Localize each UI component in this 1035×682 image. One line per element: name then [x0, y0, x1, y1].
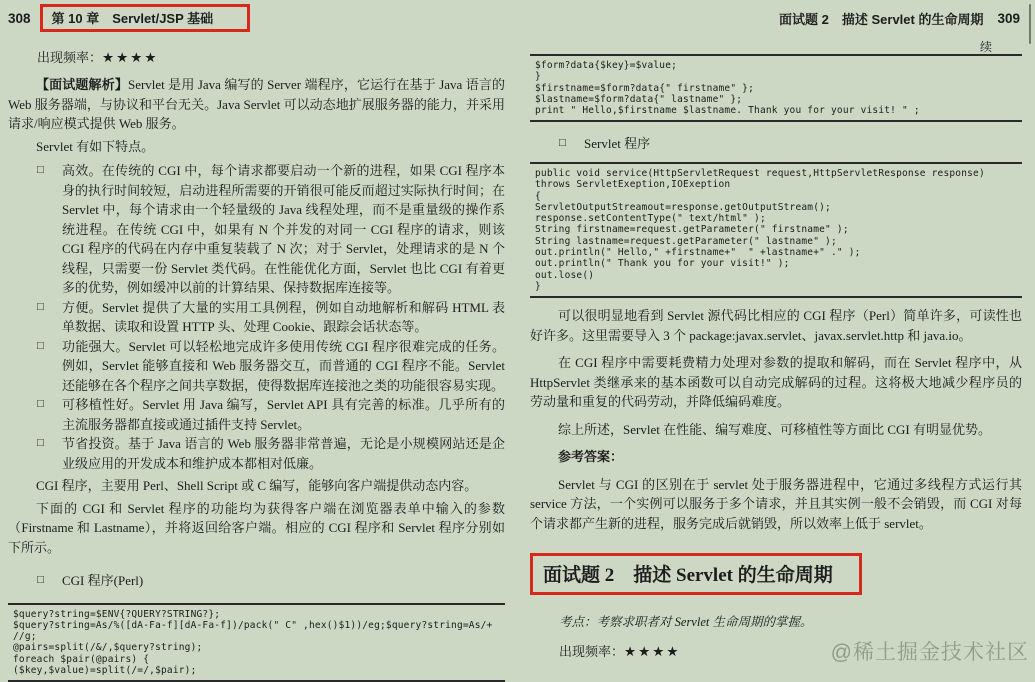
juejin-watermark: @稀土掘金技术社区 — [831, 636, 1029, 666]
frequency-line — [8, 47, 505, 66]
code-line: //g; — [13, 631, 503, 642]
code-line: } — [535, 71, 1020, 82]
frequency-label: 出现频率： — [37, 50, 102, 65]
right-page-header — [530, 6, 1022, 30]
chapter-title: 第 10 章 Servlet/JSP 基础 — [52, 11, 214, 26]
feature-text: 功能强大。Servlet 可以轻松地完成许多使用传统 CGI 程序很难完成的任务。例如，Servlet 能够直接和 Web 服务器交互，而普通的 CGI 程序不能。Servlet 还能够在各个程序之间共享数据，使得数据库连接池之类的功能很容易实现。 — [62, 337, 505, 396]
code-line: out.println(" Hello," +firstname+" " +lastname+" ." ); — [535, 247, 1020, 258]
exam-point-text: 考察求职者对 Servlet 生命周期的掌握。 — [597, 615, 813, 629]
square-bullet-icon: □ — [37, 337, 62, 396]
square-bullet-icon: □ — [37, 161, 62, 298]
square-bullet-icon: □ — [37, 395, 62, 434]
running-head-title: 面试题 2 描述 Servlet 的生命周期 — [779, 9, 983, 28]
left-book-page — [0, 0, 517, 670]
code-line: $firstname=$form?data{" firstname" }; — [535, 83, 1020, 94]
square-bullet-icon: □ — [559, 134, 584, 154]
question-heading: 面试题 2 描述 Servlet 的生命周期 — [543, 565, 833, 586]
list-item — [8, 434, 505, 473]
feature-text: 可移植性好。Servlet 用 Java 编写，Servlet API 具有完善的标准。几乎所有的主流服务器都直接或通过插件支持 Servlet。 — [62, 395, 505, 434]
right-page-number: 309 — [997, 11, 1020, 26]
square-bullet-icon: □ — [37, 571, 62, 591]
code-caption-text: CGI 程序(Perl) — [62, 571, 143, 591]
summary-paragraph: 综上所述，Servlet 在性能、编写难度、可移植性等方面比 CGI 有明显优势。 — [530, 420, 1022, 440]
feature-text: 方便。Servlet 提供了大量的实用工具例程，例如自动地解析和解码 HTML 表单数据、读取和设置 HTTP 头、处理 Cookie、跟踪会话状态等。 — [62, 298, 505, 337]
frequency-stars: ★★★★ — [624, 644, 680, 659]
feature-text: 节省投资。基于 Java 语言的 Web 服务器非常普遍，无论是小规模网站还是企业级应用的开发成本和维护成本都相对低廉。 — [62, 434, 505, 473]
question-heading-highlight-box — [530, 553, 862, 595]
frequency-label: 出现频率： — [559, 644, 624, 659]
code-line: $lastname=$form?data{" lastname" }; — [535, 94, 1020, 105]
reference-answer-text: Servlet 与 CGI 的区别在于 servlet 处于服务器进程中，它通过多线程方式运行其 service 方法，一个实例可以服务于多个请求，并且其实例一般不会销毁，而 CGI 对每个请求都产生新的进程，服务完成后就销毁，所以效率上低于 servlet。 — [530, 475, 1022, 534]
frequency-stars: ★★★★ — [102, 50, 158, 65]
feature-list — [8, 161, 505, 473]
cgi-paragraph: CGI 程序，主要用 Perl、Shell Script 或 C 编写，能够向客户端提供动态内容。 — [8, 476, 505, 496]
code-line: out.lose() — [535, 270, 1020, 281]
code-line: public void service(HttpServletRequest request,HttpServletResponse response) — [535, 168, 1020, 179]
list-item — [8, 161, 505, 298]
code-caption-cgi — [8, 571, 505, 591]
analysis-tag: 【面试题解析】 — [36, 77, 128, 92]
code-line: $form?data{$key}=$value; — [535, 60, 1020, 71]
analysis-paragraph — [8, 75, 505, 134]
code-line: out.println(" Thank you for your visit!" ); — [535, 258, 1020, 269]
code-line: } — [535, 281, 1020, 292]
exam-point-label: 考点： — [559, 615, 597, 629]
cgi-decoding-paragraph: 在 CGI 程序中需要耗费精力处理对参数的提取和解码，而在 Servlet 程序中，从 HttpServlet 类继承来的基本函数可以自动完成解码的过程。这将极大地减少程序员的劳动量和重复的代码劳动，并降低编码难度。 — [530, 353, 1022, 412]
square-bullet-icon: □ — [37, 298, 62, 337]
exam-point-line — [530, 612, 1022, 630]
code-line: ($key,$value)=split(/=/,$pair); — [13, 665, 503, 676]
square-bullet-icon: □ — [37, 434, 62, 473]
example-paragraph: 下面的 CGI 和 Servlet 程序的功能均为获得客户端在浏览器表单中输入的参数（Firstname 和 Lastname），并将返回给客户端。相应的 CGI 程序和 Servlet 程序分别如下所示。 — [8, 499, 505, 558]
source-comparison-paragraph: 可以很明显地看到 Servlet 源代码比相应的 CGI 程序（Perl）简单许多，可读性也好许多。这里需要导入 3 个 package:javax.servlet、javax.servlet.http 和 java.io。 — [530, 306, 1022, 345]
code-line: ServletOutputStreamout=response.getOutputStream(); — [535, 202, 1020, 213]
code-line: String firstname=request.getParameter(" firstname" ); — [535, 224, 1020, 235]
code-caption-text: Servlet 程序 — [584, 134, 650, 154]
left-page-header — [8, 6, 505, 30]
code-line: response.setContentType(" text/html" ); — [535, 213, 1020, 224]
chapter-title-highlight-box — [40, 4, 251, 32]
code-line: String lastname=request.getParameter(" lastname" ); — [535, 236, 1020, 247]
list-item — [8, 337, 505, 396]
code-line: throws ServletExeption,IOExeption — [535, 179, 1020, 190]
code-caption-servlet — [530, 134, 1022, 154]
code-line: @pairs=split(/&/,$query?string); — [13, 642, 503, 653]
perl-code-block-continued — [530, 54, 1022, 122]
feature-text: 高效。在传统的 CGI 中，每个请求都要启动一个新的进程，如果 CGI 程序本身的执行时间较短，启动进程所需要的开销很可能反而超过实际执行时间；在 Servlet 中，每个请求由一个轻量级的 Java 线程处理，而不是重量级的操作系统进程。在传统 CGI 中，如果有 N 个并发的对同一 CGI 程序的请求，则该 CGI 程序的代码在内存中重复装载了 N 次；对于 Servlet，处理请求的是 N 个线程，只需要一份 Servlet 类代码。在性能优化方面，Servlet 也比 CGI 有着更多的优势，例如缓冲以前的计算结果、保持数据库连接等。 — [62, 161, 505, 298]
list-item — [8, 298, 505, 337]
left-page-number: 308 — [8, 11, 31, 26]
analysis-text: Servlet 是用 Java 编写的 Server 端程序，它运行在基于 Java 语言的 Web 服务器端，与协议和平台无关。Java Servlet 可以动态地扩展服务器的能力，并采用请求/响应模式提供 Web 服务。 — [8, 77, 505, 131]
reference-answer-label: 参考答案： — [530, 447, 1022, 467]
continued-label: 续 — [530, 38, 1022, 54]
code-line: foreach $pair(@pairs) { — [13, 654, 503, 665]
code-line: $query?string=$ENV{?QUERY?STRING?}; — [13, 609, 503, 620]
list-item — [8, 395, 505, 434]
code-line: print " Hello,$firstname $lastname. Thank you for your visit! " ; — [535, 105, 1020, 116]
servlet-code-block — [530, 162, 1022, 298]
perl-code-block — [8, 603, 505, 682]
right-book-page — [517, 0, 1034, 670]
code-line: { — [535, 191, 1020, 202]
code-line: $query?string=As/%([dA-Fa-f][dA-Fa-f])/pack(" C" ,hex()$1))/eg;$query?string=As/+ — [13, 620, 503, 631]
features-intro: Servlet 有如下特点。 — [8, 137, 505, 157]
page-edge-line — [1029, 4, 1031, 44]
